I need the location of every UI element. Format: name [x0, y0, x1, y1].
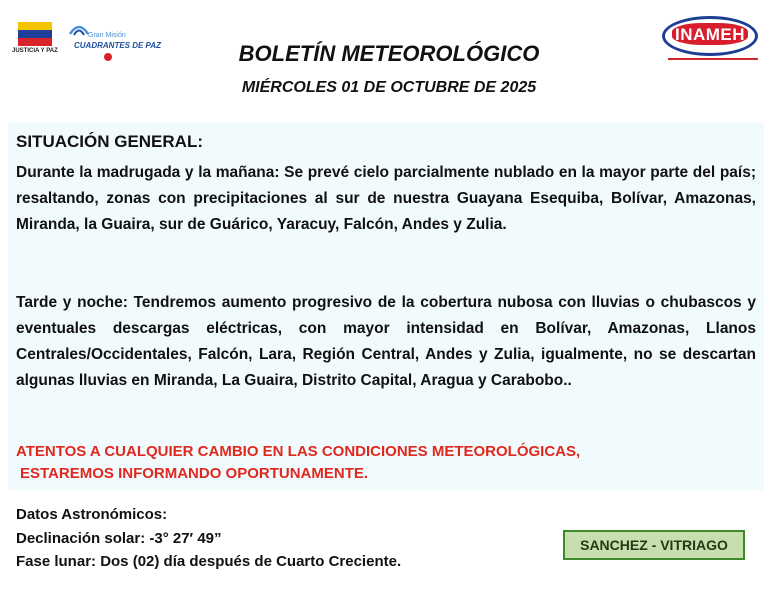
moon-phase: Fase lunar: Dos (02) día después de Cuarto Creciente. — [16, 553, 402, 570]
cuadrantes-de-paz-label: CUADRANTES DE PAZ — [74, 41, 161, 50]
gran-mision-emblem-icon — [68, 20, 90, 38]
gran-mision-label: Gran Misión — [88, 32, 126, 39]
forecast-afternoon-paragraph: Tarde y noche: Tendremos aumento progresivo de la cobertura nubosa con lluvias o chubascos y eventuales descargas eléctricas, con mayor intensidad en Bolívar, Amazonas, Llanos Centrales/Occidentales, Falcón, Lara, Región Central, Andes y Zulia, igualmente, no se descartan algunas lluvias en Miranda, La Guaira, Distrito Capital, Aragua y Carabobo.. — [16, 294, 756, 389]
author-signature-badge: SANCHEZ - VITRIAGO — [563, 530, 745, 560]
page-title: BOLETÍN METEOROLÓGICO — [238, 41, 540, 66]
solar-declination: Declinación solar: -3° 27′ 49” — [16, 530, 222, 547]
alert-line-2: ESTAREMOS INFORMANDO OPORTUNAMENTE. — [20, 465, 369, 482]
alert-line-1: ATENTOS A CUALQUIER CAMBIO EN LAS CONDICIONES METEOROLÓGICAS, — [16, 443, 581, 460]
bulletin-date: MIÉRCOLES 01 DE OCTUBRE DE 2025 — [241, 79, 537, 96]
situacion-general-heading: SITUACIÓN GENERAL: — [16, 132, 203, 151]
justicia-paz-caption: JUSTICIA Y PAZ — [12, 48, 58, 54]
inameh-logo-text: INAMEH — [674, 25, 746, 44]
astronomical-data-heading: Datos Astronómicos: — [16, 506, 168, 523]
forecast-morning-paragraph: Durante la madrugada y la mañana: Se prevé cielo parcialmente nublado en la mayor parte del país; resaltando, zonas con precipitaciones al sur de nuestra Guayana Esequiba, Bolívar, Amazonas, Miranda, la Guaira, sur de Guárico, Yaracuy, Falcón, Andes y Zulia. — [16, 164, 756, 233]
